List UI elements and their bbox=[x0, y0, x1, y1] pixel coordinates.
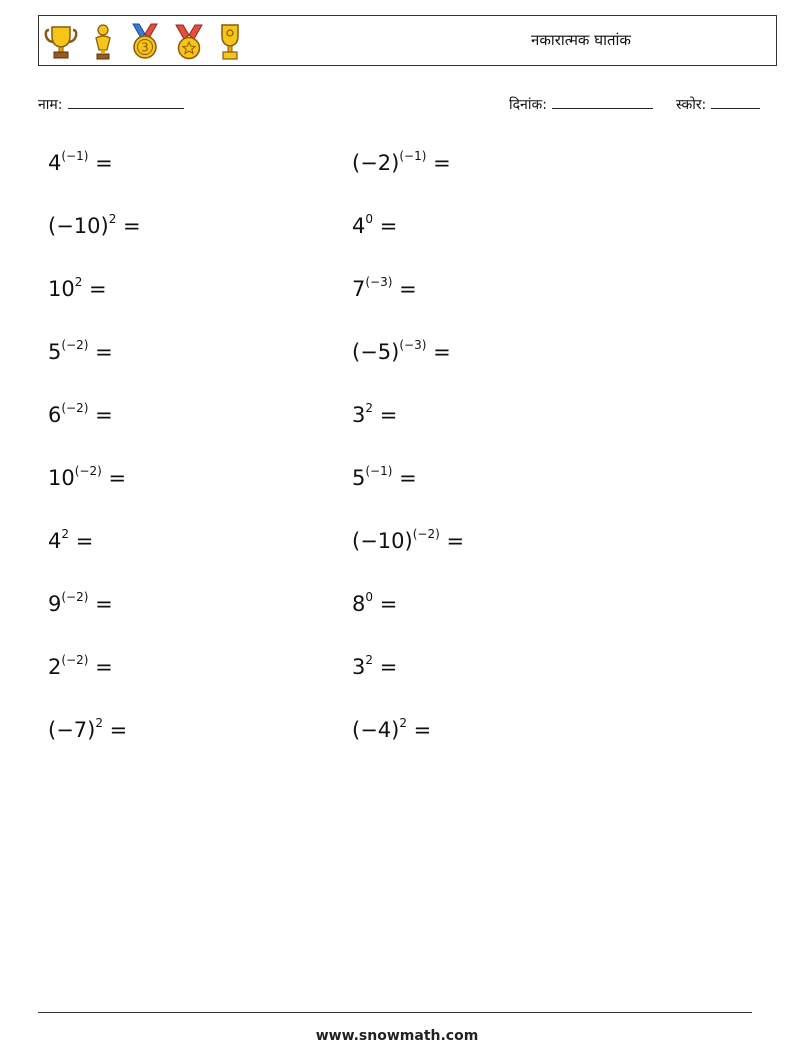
problem-item bbox=[352, 150, 451, 176]
award-figure-icon bbox=[87, 22, 119, 62]
score-label: स्कोर: bbox=[676, 97, 707, 113]
problem-exponent: (−2) bbox=[412, 527, 440, 541]
problem-base: (−5) bbox=[352, 340, 400, 364]
problem-exponent: 2 bbox=[74, 275, 83, 289]
problem-item bbox=[352, 528, 464, 554]
name-field[interactable] bbox=[38, 94, 184, 115]
header-icons bbox=[43, 21, 245, 63]
problem-equals: = bbox=[69, 529, 94, 553]
problem-equals: = bbox=[373, 403, 398, 427]
problem-equals: = bbox=[426, 151, 451, 175]
problem-item bbox=[48, 339, 113, 365]
problem-equals: = bbox=[101, 466, 127, 490]
problem-base: 7 bbox=[352, 277, 366, 301]
problem-base: (−10) bbox=[352, 529, 413, 553]
worksheet-header bbox=[38, 15, 777, 66]
problem-exponent: (−1) bbox=[61, 149, 89, 163]
problem-exponent: 0 bbox=[365, 212, 374, 226]
problem-base: 4 bbox=[48, 151, 62, 175]
problem-base: 5 bbox=[48, 340, 62, 364]
problem-item bbox=[48, 150, 113, 176]
problem-exponent: (−3) bbox=[399, 338, 427, 352]
problem-equals: = bbox=[373, 592, 398, 616]
problem-equals: = bbox=[426, 340, 451, 364]
problem-item bbox=[48, 717, 127, 743]
problem-item bbox=[352, 717, 431, 743]
problem-base: 9 bbox=[48, 592, 62, 616]
problem-base: 10 bbox=[48, 277, 75, 301]
problem-item bbox=[48, 528, 93, 554]
score-line[interactable] bbox=[711, 94, 760, 109]
problem-exponent: 2 bbox=[365, 401, 374, 415]
problem-base: 3 bbox=[352, 403, 366, 427]
problem-exponent: 2 bbox=[95, 716, 103, 730]
problem-equals: = bbox=[373, 214, 398, 238]
problem-equals: = bbox=[88, 592, 113, 616]
problem-base: 5 bbox=[352, 466, 366, 490]
problem-base: 4 bbox=[352, 214, 366, 238]
problem-exponent: 2 bbox=[399, 716, 407, 730]
worksheet-title: नकारात्मक घातांक bbox=[531, 31, 631, 49]
problem-base: 6 bbox=[48, 403, 62, 427]
problem-exponent: (−2) bbox=[61, 401, 89, 415]
problem-item bbox=[48, 654, 113, 680]
score-field[interactable] bbox=[676, 94, 760, 115]
problem-equals: = bbox=[88, 151, 113, 175]
footer-divider bbox=[38, 1012, 752, 1013]
problem-item bbox=[48, 402, 113, 428]
problem-item bbox=[352, 654, 397, 680]
problem-equals: = bbox=[88, 655, 113, 679]
trophy-icon bbox=[43, 22, 79, 62]
problem-base: (−2) bbox=[352, 151, 400, 175]
date-label: दिनांक: bbox=[509, 97, 547, 113]
problem-base: 2 bbox=[48, 655, 62, 679]
problem-item bbox=[352, 339, 451, 365]
problem-exponent: (−1) bbox=[365, 464, 393, 478]
medal-3-icon bbox=[127, 22, 163, 62]
problem-item bbox=[352, 276, 417, 302]
problem-item bbox=[48, 213, 141, 239]
problem-exponent: (−2) bbox=[74, 464, 102, 478]
problem-equals: = bbox=[116, 214, 141, 238]
problem-exponent: 0 bbox=[365, 590, 374, 604]
name-line[interactable] bbox=[68, 94, 184, 109]
problem-equals: = bbox=[406, 718, 432, 742]
footer-website: www.snowmath.com bbox=[315, 1028, 479, 1044]
problem-base: (−10) bbox=[48, 214, 109, 238]
problem-exponent: (−2) bbox=[61, 653, 89, 667]
date-field[interactable] bbox=[509, 94, 653, 115]
problem-exponent: 2 bbox=[365, 653, 374, 667]
cup-trophy-icon bbox=[215, 22, 245, 62]
date-line[interactable] bbox=[552, 94, 653, 109]
problem-item bbox=[48, 465, 126, 491]
problem-item bbox=[352, 465, 417, 491]
problem-equals: = bbox=[392, 466, 417, 490]
problem-item bbox=[352, 213, 397, 239]
problem-equals: = bbox=[88, 403, 113, 427]
problem-item bbox=[352, 591, 397, 617]
problem-equals: = bbox=[392, 277, 417, 301]
problem-base: 8 bbox=[352, 592, 366, 616]
star-medal-icon bbox=[171, 22, 207, 62]
problem-base: 4 bbox=[48, 529, 62, 553]
problem-base: 10 bbox=[48, 466, 75, 490]
svg-text:3: 3 bbox=[141, 40, 149, 55]
problem-item bbox=[48, 591, 113, 617]
problem-exponent: 2 bbox=[108, 212, 117, 226]
problem-equals: = bbox=[82, 277, 107, 301]
name-label: नाम: bbox=[38, 97, 63, 113]
problem-base: (−4) bbox=[352, 718, 400, 742]
problem-item bbox=[352, 402, 397, 428]
problem-exponent: (−2) bbox=[61, 338, 89, 352]
problem-item bbox=[48, 276, 107, 302]
problem-equals: = bbox=[102, 718, 128, 742]
problem-base: (−7) bbox=[48, 718, 96, 742]
problem-exponent: (−3) bbox=[365, 275, 393, 289]
problem-equals: = bbox=[373, 655, 398, 679]
problem-base: 3 bbox=[352, 655, 366, 679]
problem-exponent: 2 bbox=[61, 527, 70, 541]
problem-equals: = bbox=[88, 340, 113, 364]
problem-equals: = bbox=[439, 529, 465, 553]
problem-exponent: (−2) bbox=[61, 590, 89, 604]
problem-exponent: (−1) bbox=[399, 149, 427, 163]
